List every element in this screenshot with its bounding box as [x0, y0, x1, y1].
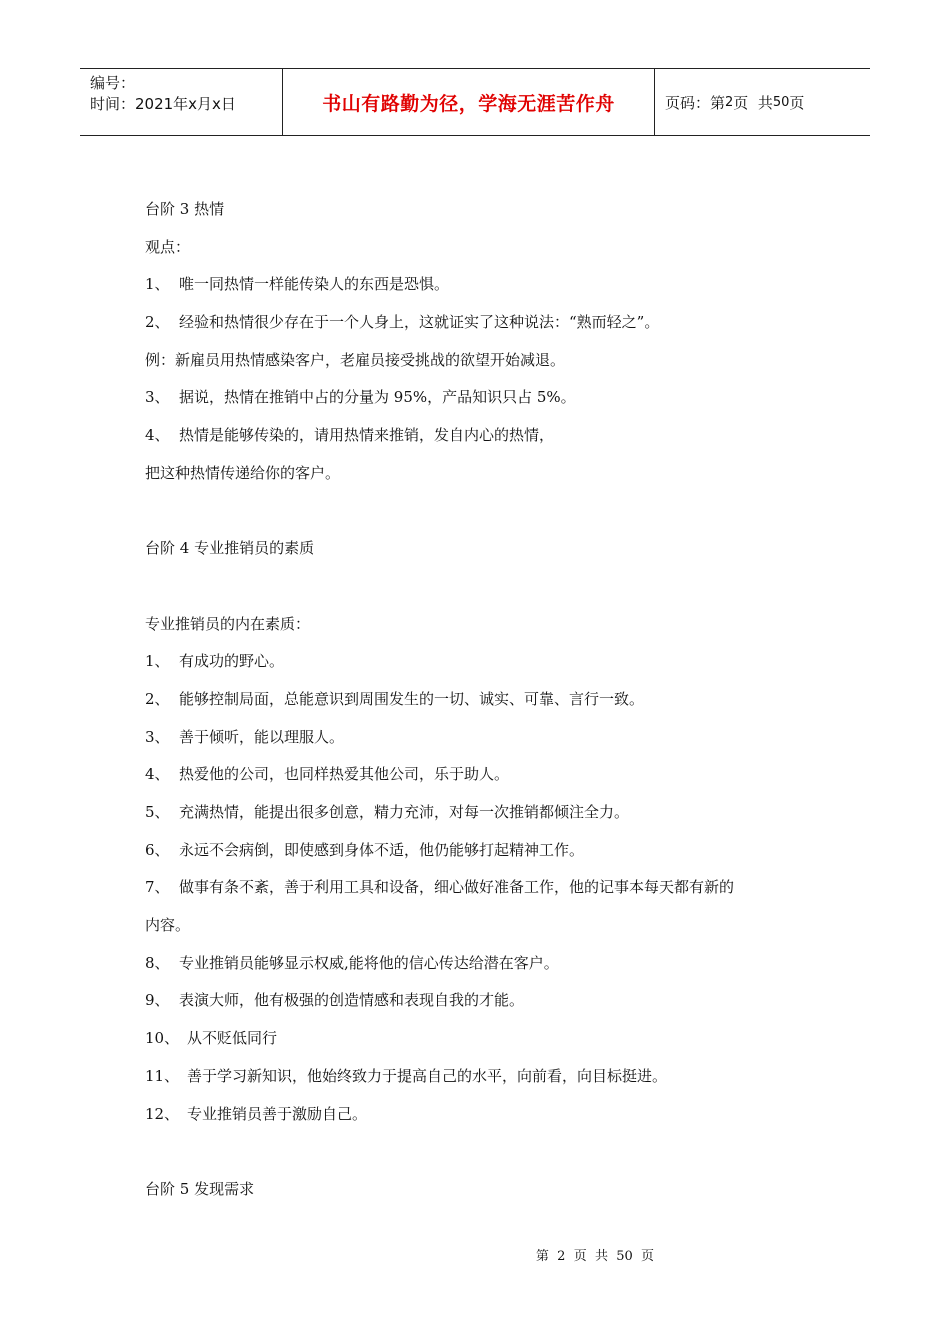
page-prefix: 页码：第 — [665, 93, 726, 112]
list-item: 1、 有成功的野心。 — [145, 652, 285, 671]
spacer — [145, 568, 825, 606]
paragraph: 把这种热情传递给你的客户。 — [145, 463, 341, 482]
list-item: 12、 专业推销员善于激励自己。 — [145, 1104, 368, 1123]
page-suffix: 页 — [789, 93, 805, 112]
list-item: 5、 充满热情，能提出很多创意，精力充沛，对每一次推销都倾注全力。 — [145, 803, 630, 821]
list-item: 4、 热爱他的公司，也同样热爱其他公司，乐于助人。 — [145, 765, 510, 784]
document-body — [145, 191, 825, 1209]
list-item: 11、 善于学习新知识，他始终致力于提高自己的水平，向前看，向目标挺进。 — [145, 1066, 668, 1085]
example-paragraph: 例：新雇员用热情感染客户，老雇员接受挑战的欲望开始减退。 — [145, 350, 566, 369]
page-mid: 页 共 — [733, 93, 773, 112]
list-item: 10、 从不贬低同行 — [145, 1029, 278, 1048]
list-item: 1、 唯一同热情一样能传染人的东西是恐惧。 — [145, 275, 450, 294]
list-item: 7、 做事有条不紊，善于利用工具和设备，细心做好准备工作，他的记事本每天都有新的 — [145, 878, 735, 897]
list-item: 4、 热情是能够传染的，请用热情来推销，发自内心的热情， — [145, 426, 555, 445]
spacer — [145, 1133, 825, 1171]
section-subtitle: 专业推销员的内在素质： — [145, 614, 311, 633]
section-title: 台阶 4 专业推销员的素质 — [145, 539, 315, 558]
page-total: 50 — [772, 94, 790, 110]
section-subtitle: 观点： — [145, 237, 191, 256]
spacer — [145, 493, 825, 531]
document-date: 时间：2021年x月x日 — [90, 95, 236, 113]
page-footer: 第 2 页 共 50 页 — [535, 1249, 655, 1264]
section-title: 台阶 3 热情 — [145, 200, 225, 218]
section-title: 台阶 5 发现需求 — [145, 1179, 255, 1198]
list-item: 9、 表演大师，他有极强的创造情感和表现自我的才能。 — [145, 991, 525, 1010]
document-number-label: 编号： — [90, 74, 136, 92]
list-item: 3、 据说，热情在推销中占的分量为 95%，产品知识只占 5%。 — [145, 388, 576, 407]
list-item: 2、 能够控制局面，总能意识到周围发生的一切、诚实、可靠、言行一致。 — [145, 689, 645, 708]
list-item-continuation: 内容。 — [145, 916, 191, 935]
page-current: 2 — [725, 94, 734, 110]
header-motto: 书山有路勤为径，学海无涯苦作舟 — [282, 69, 655, 135]
list-item: 2、 经验和热情很少存在于一个人身上，这就证实了这种说法：“熟而轻之”。 — [145, 313, 660, 332]
header-page-number — [655, 69, 870, 135]
header-meta — [80, 69, 282, 135]
list-item: 3、 善于倾听，能以理服人。 — [145, 727, 345, 746]
page-header — [80, 68, 870, 136]
list-item: 8、 专业推销员能够显示权威,能将他的信心传达给潜在客户。 — [145, 953, 559, 972]
list-item: 6、 永远不会病倒，即使感到身体不适，他仍能够打起精神工作。 — [145, 840, 585, 859]
